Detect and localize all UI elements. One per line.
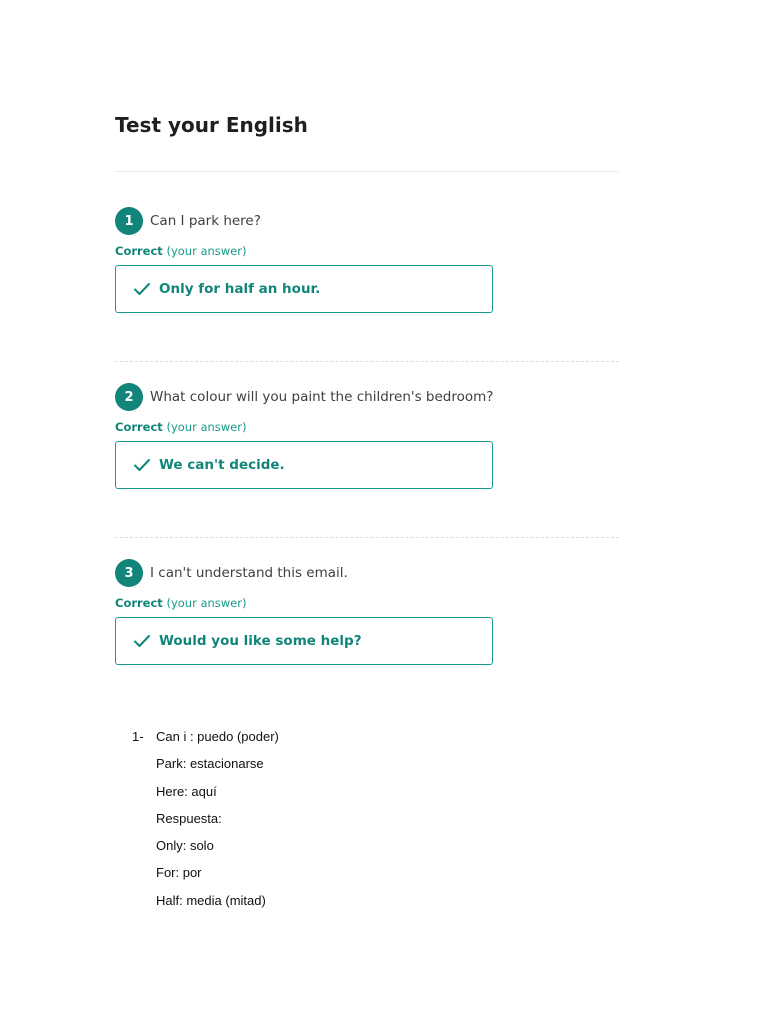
question-number-badge: 3: [115, 559, 143, 587]
note-text: Can i : puedo (poder): [156, 729, 279, 744]
check-icon: [133, 458, 151, 472]
question-text: What colour will you paint the children's bedroom?: [150, 389, 494, 405]
note-line: [132, 756, 279, 783]
answer-text: Only for half an hour.: [159, 281, 321, 297]
list-marker: 1-: [132, 729, 144, 744]
note-text: For: por: [156, 865, 202, 881]
note-text: Respuesta:: [156, 810, 222, 826]
vocabulary-notes: [132, 729, 279, 920]
feedback-note: (your answer): [166, 420, 247, 434]
question-text: Can I park here?: [150, 213, 261, 229]
note-text: Half: media (mitad): [156, 892, 266, 908]
question-divider: [115, 537, 619, 538]
page-title: Test your English: [115, 113, 308, 137]
feedback-status: Correct: [115, 244, 163, 258]
note-line: [132, 811, 279, 838]
answer-feedback: [115, 596, 619, 610]
note-line: [132, 838, 279, 865]
question-number-badge: 1: [115, 207, 143, 235]
answer-text: Would you like some help?: [159, 633, 362, 649]
answer-feedback: [115, 244, 619, 258]
question-3: [115, 560, 619, 665]
note-line: [132, 784, 279, 811]
selected-answer-option[interactable]: [115, 441, 493, 489]
answer-feedback: [115, 420, 619, 434]
question-divider: [115, 361, 619, 362]
feedback-note: (your answer): [166, 596, 247, 610]
answer-text: We can't decide.: [159, 457, 285, 473]
note-line: [132, 729, 279, 756]
selected-answer-option[interactable]: [115, 617, 493, 665]
question-header: [115, 208, 619, 234]
check-icon: [133, 282, 151, 296]
note-text: Here: aquí: [156, 783, 217, 799]
question-number-badge: 2: [115, 383, 143, 411]
note-line: [132, 893, 279, 920]
note-line: [132, 865, 279, 892]
question-text: I can't understand this email.: [150, 565, 348, 581]
question-1: [115, 208, 619, 313]
feedback-status: Correct: [115, 596, 163, 610]
feedback-status: Correct: [115, 420, 163, 434]
question-header: [115, 384, 619, 410]
question-2: [115, 384, 619, 489]
note-text: Only: solo: [156, 838, 214, 854]
note-text: Park: estacionarse: [156, 756, 264, 772]
selected-answer-option[interactable]: [115, 265, 493, 313]
feedback-note: (your answer): [166, 244, 247, 258]
question-header: [115, 560, 619, 586]
check-icon: [133, 634, 151, 648]
title-divider: [115, 171, 619, 172]
